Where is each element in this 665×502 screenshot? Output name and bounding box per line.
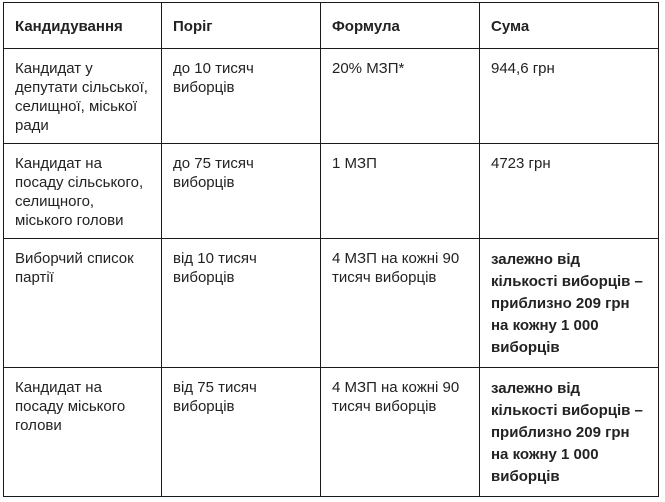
table-row bbox=[4, 144, 659, 239]
cell-threshold: до 75 тисяч виборців bbox=[162, 144, 321, 239]
cell-amount: 944,6 грн bbox=[480, 49, 659, 144]
cell-candidacy: Кандидат на посаду міського голови bbox=[4, 368, 162, 497]
cell-formula: 1 МЗП bbox=[321, 144, 480, 239]
cell-formula: 4 МЗП на кожні 90 тисяч виборців bbox=[321, 368, 480, 497]
cell-candidacy: Кандидат на посаду сільського, селищного, міського голови bbox=[4, 144, 162, 239]
deposit-table bbox=[3, 2, 659, 497]
header-threshold: Поріг bbox=[162, 3, 321, 49]
table-row bbox=[4, 49, 659, 144]
cell-threshold: від 75 тисяч виборців bbox=[162, 368, 321, 497]
cell-candidacy: Кандидат у депутати сільської, селищної, міської ради bbox=[4, 49, 162, 144]
cell-formula: 4 МЗП на кожні 90 тисяч виборців bbox=[321, 239, 480, 368]
cell-amount: залежно від кількості виборців – приблизно 209 грн на кожну 1 000 виборців bbox=[480, 368, 659, 497]
cell-amount: 4723 грн bbox=[480, 144, 659, 239]
cell-threshold: до 10 тисяч виборців bbox=[162, 49, 321, 144]
cell-threshold: від 10 тисяч виборців bbox=[162, 239, 321, 368]
table-row bbox=[4, 239, 659, 368]
table-row bbox=[4, 368, 659, 497]
header-candidacy: Кандидування bbox=[4, 3, 162, 49]
header-formula: Формула bbox=[321, 3, 480, 49]
cell-formula: 20% МЗП* bbox=[321, 49, 480, 144]
cell-amount: залежно від кількості виборців – приблизно 209 грн на кожну 1 000 виборців bbox=[480, 239, 659, 368]
cell-candidacy: Виборчий список партії bbox=[4, 239, 162, 368]
header-amount: Сума bbox=[480, 3, 659, 49]
table-header-row bbox=[4, 3, 659, 49]
